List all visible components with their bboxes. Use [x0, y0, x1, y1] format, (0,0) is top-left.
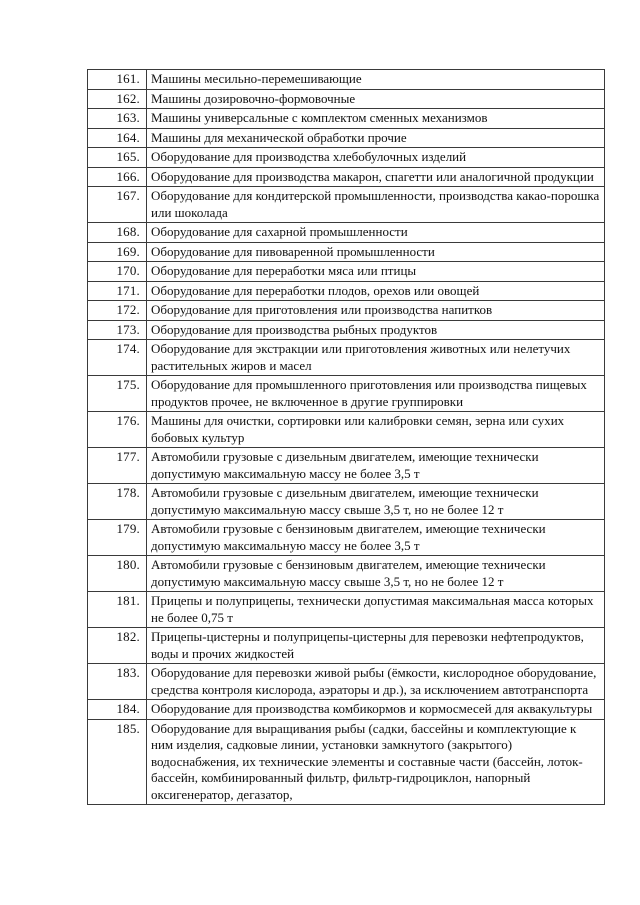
row-description: Оборудование для производства комбикормов и кормосмесей для аквакультуры	[147, 700, 605, 720]
row-description: Машины универсальные с комплектом сменных механизмов	[147, 109, 605, 129]
row-description: Оборудование для производства рыбных продуктов	[147, 320, 605, 340]
table-row	[88, 484, 605, 520]
row-number: 174.	[88, 340, 147, 376]
table-row	[88, 148, 605, 168]
row-number: 168.	[88, 223, 147, 243]
row-description: Оборудование для перевозки живой рыбы (ёмкости, кислородное оборудование, средства контроля кислорода, аэраторы и др.), за исключением автотранспорта	[147, 664, 605, 700]
row-description: Автомобили грузовые с дизельным двигателем, имеющие технически допустимую максимальную массу не более 3,5 т	[147, 448, 605, 484]
row-number: 171.	[88, 281, 147, 301]
row-number: 167.	[88, 187, 147, 223]
row-description: Оборудование для приготовления или производства напитков	[147, 301, 605, 321]
row-number: 182.	[88, 628, 147, 664]
row-number: 178.	[88, 484, 147, 520]
row-description: Машины месильно-перемешивающие	[147, 70, 605, 90]
equipment-list-table	[87, 69, 605, 805]
row-number: 170.	[88, 262, 147, 282]
table-row	[88, 187, 605, 223]
row-number: 164.	[88, 128, 147, 148]
row-description: Оборудование для производства макарон, спагетти или аналогичной продукции	[147, 167, 605, 187]
table-row	[88, 592, 605, 628]
row-number: 162.	[88, 89, 147, 109]
table-row	[88, 301, 605, 321]
row-description: Оборудование для сахарной промышленности	[147, 223, 605, 243]
row-number: 176.	[88, 412, 147, 448]
row-description: Автомобили грузовые с дизельным двигателем, имеющие технически допустимую максимальную массу свыше 3,5 т, но не более 12 т	[147, 484, 605, 520]
row-number: 169.	[88, 242, 147, 262]
row-description: Машины дозировочно-формовочные	[147, 89, 605, 109]
row-number: 175.	[88, 376, 147, 412]
table-row	[88, 340, 605, 376]
table-row	[88, 700, 605, 720]
table-row	[88, 412, 605, 448]
row-description: Машины для очистки, сортировки или калибровки семян, зерна или сухих бобовых культур	[147, 412, 605, 448]
row-number: 184.	[88, 700, 147, 720]
row-number: 183.	[88, 664, 147, 700]
row-description: Прицепы-цистерны и полуприцепы-цистерны для перевозки нефтепродуктов, воды и прочих жидкостей	[147, 628, 605, 664]
row-number: 179.	[88, 520, 147, 556]
row-description: Машины для механической обработки прочие	[147, 128, 605, 148]
table-row	[88, 167, 605, 187]
table-row	[88, 128, 605, 148]
row-number: 165.	[88, 148, 147, 168]
row-number: 172.	[88, 301, 147, 321]
row-description: Оборудование для экстракции или приготовления животных или нелетучих растительных жиров и масел	[147, 340, 605, 376]
table-body	[88, 70, 605, 805]
row-description: Оборудование для промышленного приготовления или производства пищевых продуктов прочее, не включенное в другие группировки	[147, 376, 605, 412]
row-number: 166.	[88, 167, 147, 187]
row-description: Оборудование для переработки плодов, орехов или овощей	[147, 281, 605, 301]
row-number: 185.	[88, 719, 147, 805]
table-row	[88, 520, 605, 556]
table-row	[88, 70, 605, 90]
table-row	[88, 223, 605, 243]
table-row	[88, 242, 605, 262]
table-row	[88, 281, 605, 301]
table-row	[88, 556, 605, 592]
table-row	[88, 664, 605, 700]
table-row	[88, 628, 605, 664]
table-row	[88, 448, 605, 484]
row-number: 181.	[88, 592, 147, 628]
table-row	[88, 109, 605, 129]
row-number: 173.	[88, 320, 147, 340]
row-description: Автомобили грузовые с бензиновым двигателем, имеющие технически допустимую максимальную массу не более 3,5 т	[147, 520, 605, 556]
row-number: 163.	[88, 109, 147, 129]
row-description: Оборудование для пивоваренной промышленности	[147, 242, 605, 262]
row-description: Оборудование для выращивания рыбы (садки, бассейны и комплектующие к ним изделия, садковые линии, установки замкнутого (закрытого) водоснабжения, их технические элементы и составные части (бассейн, лоток-бассейн, комбинированный фильтр, фильтр-гидроциклон, напорный оксигенератор, дегазатор,	[147, 719, 605, 805]
row-description: Автомобили грузовые с бензиновым двигателем, имеющие технически допустимую максимальную массу свыше 3,5 т, но не более 12 т	[147, 556, 605, 592]
table-row	[88, 262, 605, 282]
row-number: 177.	[88, 448, 147, 484]
table-row	[88, 376, 605, 412]
table-row	[88, 89, 605, 109]
table-row	[88, 320, 605, 340]
row-number: 180.	[88, 556, 147, 592]
row-number: 161.	[88, 70, 147, 90]
row-description: Оборудование для переработки мяса или птицы	[147, 262, 605, 282]
row-description: Оборудование для кондитерской промышленности, производства какао-порошка или шоколада	[147, 187, 605, 223]
row-description: Оборудование для производства хлебобулочных изделий	[147, 148, 605, 168]
table-row	[88, 719, 605, 805]
row-description: Прицепы и полуприцепы, технически допустимая максимальная масса которых не более 0,75 т	[147, 592, 605, 628]
